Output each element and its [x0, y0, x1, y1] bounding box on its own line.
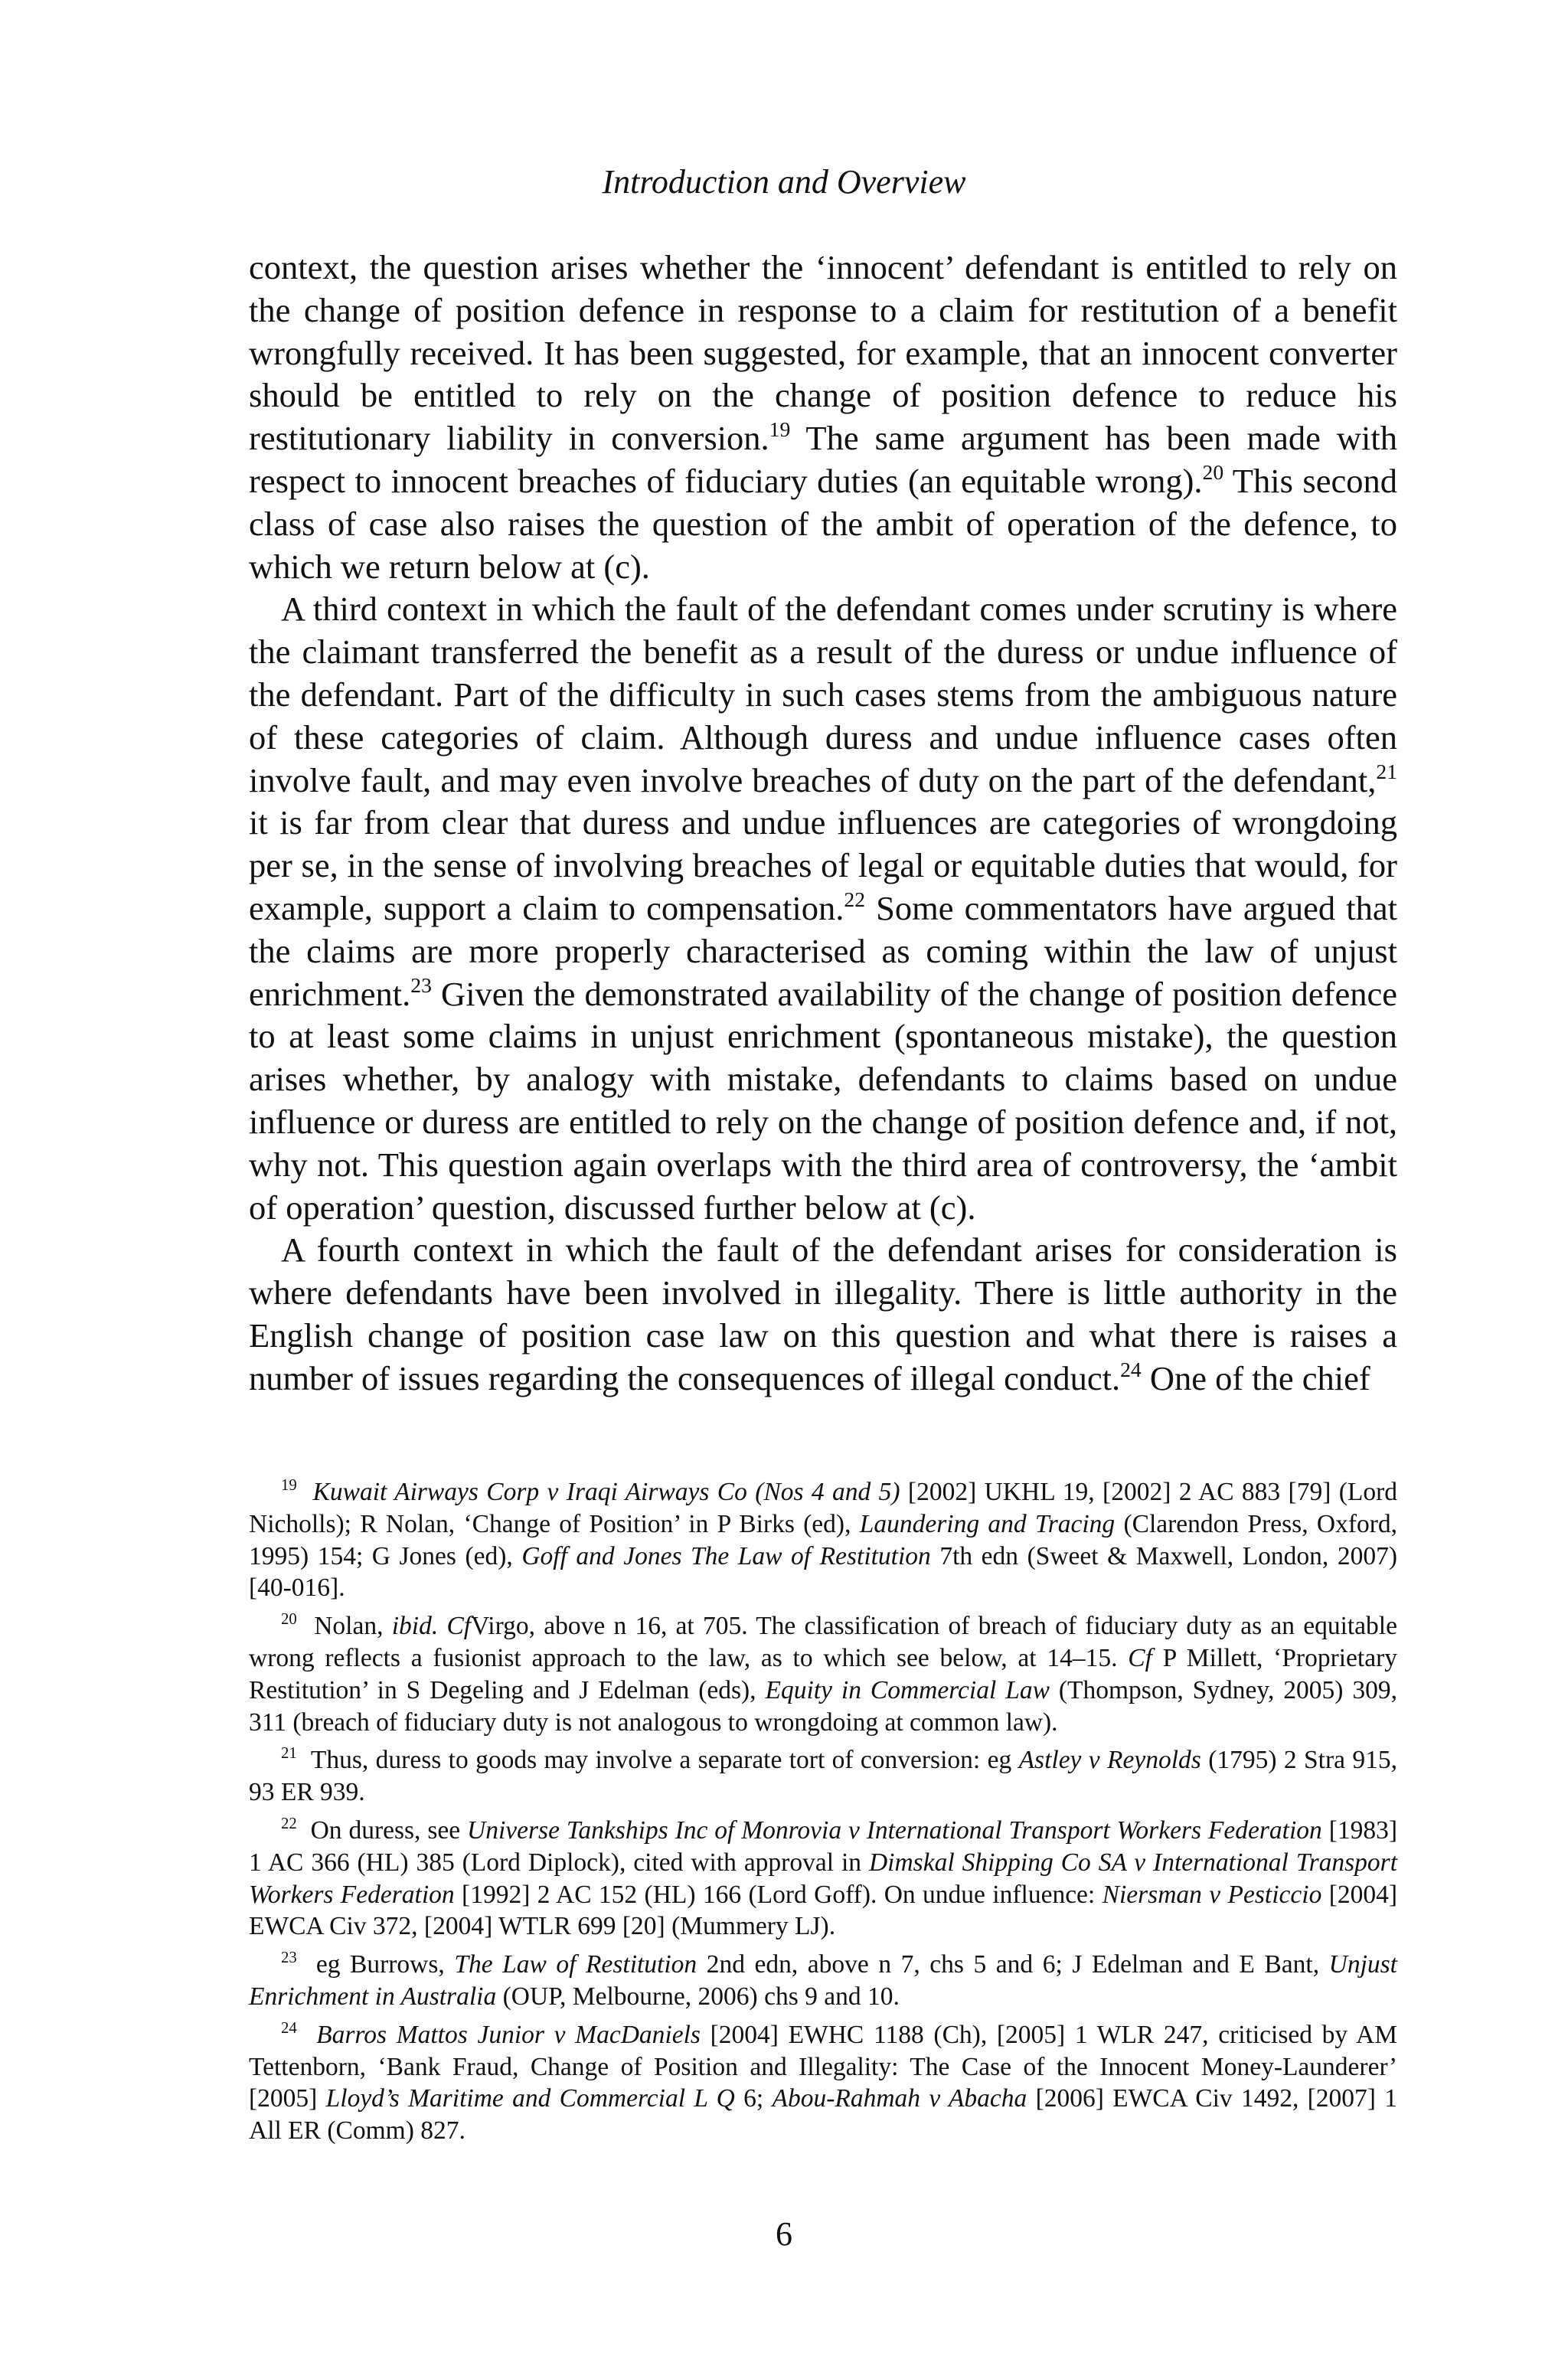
main-text	[249, 247, 1397, 1400]
latin-abbrev: Cf	[1128, 1643, 1152, 1672]
running-head: Introduction and Overview	[602, 163, 966, 201]
text-run: The same argument has been made with respect to innocent breaches of fiduciary duties (an equitable wrong).	[249, 419, 1398, 500]
book-title: Equity in Commercial Law	[765, 1675, 1050, 1704]
book-title: Unjust Enrichment in Australia	[249, 1950, 1397, 2011]
footnote-ref-20[interactable]: 20	[1202, 459, 1224, 484]
text-run: [1983] 1 AC 366 (HL) 385 (Lord Diplock), cited with approval in	[249, 1815, 1398, 1877]
text-run: [2002] UKHL 19, [2002] 2 AC 883 [79] (Lord Nicholls); R Nolan, ‘Change of Position’ in P Birks (ed),	[249, 1478, 1398, 1538]
footnote-23	[249, 1949, 1397, 2013]
text-run: Thus, duress to goods may involve a separate tort of conversion: eg	[310, 1746, 1019, 1775]
footnote-number: 19	[281, 1476, 297, 1495]
paragraph-1	[249, 247, 1397, 588]
text-run: A fourth context in which the fault of the defendant arises for consideration is where defendants have been involved in illegality. There is little authority in the English change of position case law on this question and what there is raises a number of issues regarding the consequences of illegal conduct.	[249, 1230, 1397, 1397]
case-name: Kuwait Airways Corp v Iraqi Airways Co (Nos 4 and 5)	[312, 1478, 900, 1506]
latin-abbrev: ibid. Cf	[391, 1612, 472, 1641]
text-run: (1795) 2 Stra 915, 93 ER 939.	[249, 1746, 1397, 1807]
text-run: P Millett, ‘Proprietary Restitution’ in S Degeling and J Edelman (eds),	[249, 1643, 1398, 1704]
text-run: 2nd edn, above n 7, chs 5 and 6; J Edelman and E Bant,	[697, 1950, 1329, 1979]
text-run: One of the chief	[1141, 1358, 1370, 1397]
book-title: The Law of Restitution	[454, 1950, 697, 1979]
text-run: (Clarendon Press, Oxford, 1995) 154; G Jones (ed),	[249, 1509, 1398, 1570]
text-run: [2006] EWCA Civ 1492, [2007] 1 All ER (Comm) 827.	[249, 2084, 1398, 2145]
text-run: 7th edn (Sweet & Maxwell, London, 2007) [40-016].	[249, 1541, 1397, 1603]
footnotes	[249, 1476, 1397, 2153]
text-run: context, the question arises whether the ‘innocent’ defendant is entitled to rely on the change of position defence in response to a claim for restitution of a benefit wrongfully received. It has been suggested, for example, that an innocent converter should be entitled to rely on the change of position defence to reduce his restitutionary liability in conversion.	[249, 248, 1397, 458]
footnote-number: 20	[281, 1610, 297, 1629]
case-name: Barros Mattos Junior v MacDaniels	[316, 2020, 701, 2049]
text-run: (Thompson, Sydney, 2005) 309, 311 (breach of fiduciary duty is not analogous to wrongdoing at common law).	[249, 1675, 1397, 1737]
footnote-number: 23	[281, 1949, 297, 1967]
text-run: [2004] EWHC 1188 (Ch), [2005] 1 WLR 247, criticised by AM Tettenborn, ‘Bank Fraud, Change of Position and Illegality: The Case of the Innocent Money-Launderer’ [2005]	[249, 2020, 1398, 2113]
journal-title: Lloyd’s Maritime and Commercial L Q	[325, 2084, 735, 2113]
text-run: 6;	[734, 2084, 773, 2113]
text-run: eg Burrows,	[315, 1950, 455, 1979]
text-run: This second class of case also raises the question of the ambit of operation of the defence, to which we return below at (c).	[249, 461, 1397, 586]
footnote-number: 24	[281, 2018, 297, 2037]
footnote-ref-22[interactable]: 22	[844, 887, 865, 911]
paragraph-3	[249, 1229, 1397, 1400]
case-name: Universe Tankships Inc of Monrovia v International Transport Workers Federation	[467, 1815, 1322, 1845]
case-name: Dimskal Shipping Co SA v International Transport Workers Federation	[249, 1848, 1397, 1909]
text-run: [2004] EWCA Civ 372, [2004] WTLR 699 [20] (Mummery LJ).	[249, 1880, 1398, 1941]
footnote-ref-21[interactable]: 21	[1376, 759, 1397, 783]
text-run: Nolan,	[314, 1612, 392, 1641]
case-name: Astley v Reynolds	[1018, 1746, 1201, 1775]
text-run: On duress, see	[310, 1815, 468, 1845]
text-run: it is far from clear that duress and undue influences are categories of wrongdoing per se, in the sense of involving breaches of legal or equitable duties that would, for example, support a claim to compensation.	[249, 803, 1397, 927]
text-run: [1992] 2 AC 152 (HL) 166 (Lord Goff). On undue influence:	[454, 1880, 1102, 1909]
text-run: Given the demonstrated availability of the change of position defence to at least some claims in unjust enrichment (spontaneous mistake), the question arises whether, by analogy with mistake, defendants to claims based on undue influence or duress are entitled to rely on the change of position defence and, if not, why not. This question again overlaps with the third area of controversy, the ‘ambit of operation’ question, discussed further below at (c).	[249, 974, 1397, 1227]
footnote-number: 22	[281, 1815, 297, 1833]
page-number: 6	[776, 2215, 792, 2253]
footnote-20	[249, 1610, 1397, 1738]
text-run: Virgo, above n 16, at 705. The classification of breach of fiduciary duty as an equitable wrong reflects a fusionist approach to the law, as to which see below, at 14–15.	[249, 1612, 1397, 1672]
paragraph-2	[249, 588, 1397, 1229]
footnote-ref-24[interactable]: 24	[1120, 1357, 1142, 1381]
footnote-ref-23[interactable]: 23	[410, 972, 432, 997]
footnote-24	[249, 2019, 1397, 2147]
footnote-19	[249, 1476, 1397, 1604]
case-name: Niersman v Pesticcio	[1102, 1880, 1322, 1909]
text-run: A third context in which the fault of the defendant comes under scrutiny is where the claimant transferred the benefit as a result of the duress or undue influence of the defendant. Part of the difficulty in such cases stems from the ambiguous nature of these categories of claim. Although duress and undue influence cases often involve fault, and may even involve breaches of duty on the part of the defendant,	[249, 590, 1397, 799]
footnote-number: 21	[281, 1744, 297, 1763]
text-run: Some commentators have argued that the claims are more properly characterised as coming within the law of unjust enrichment.	[249, 888, 1397, 1013]
case-name: Abou-Rahmah v Abacha	[772, 2084, 1027, 2113]
book-title: Laundering and Tracing	[859, 1509, 1116, 1538]
footnote-21	[249, 1744, 1397, 1809]
text-run: (OUP, Melbourne, 2006) chs 9 and 10.	[496, 1982, 900, 2011]
book-title: Goff and Jones The Law of Restitution	[521, 1541, 931, 1570]
footnote-ref-19[interactable]: 19	[769, 417, 791, 442]
footnote-22	[249, 1815, 1397, 1943]
